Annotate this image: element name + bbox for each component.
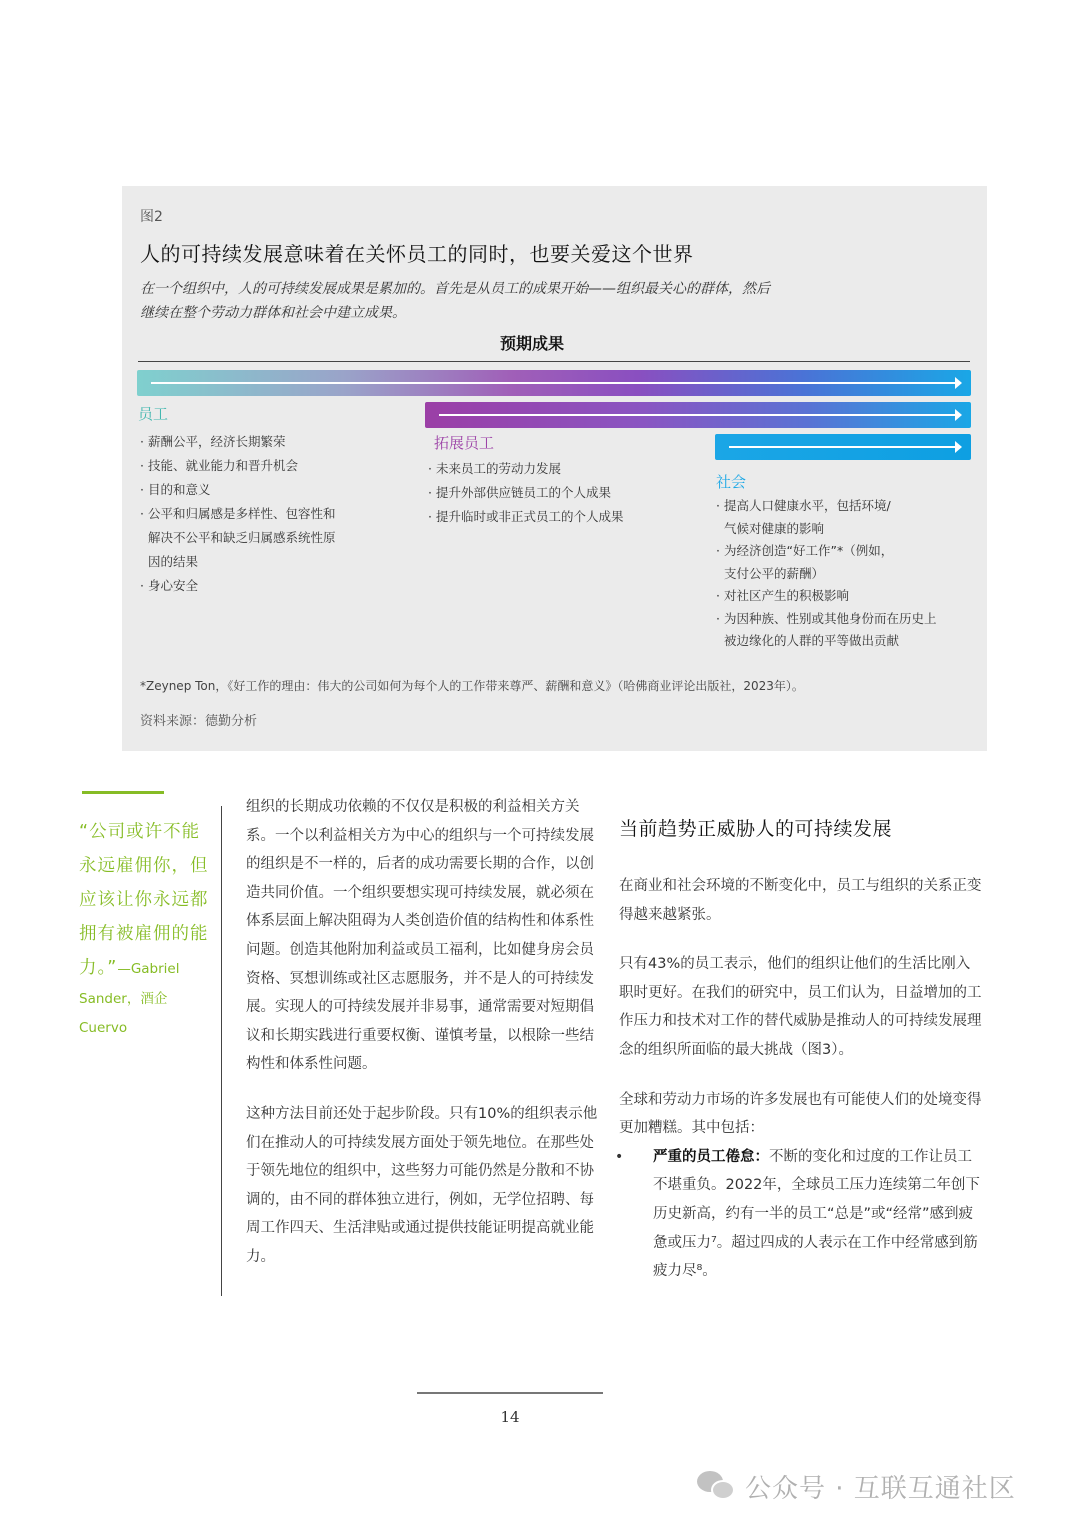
quote-line: 永远雇佣你，但: [79, 856, 209, 876]
figure-divider: [138, 361, 970, 362]
quote-attribution: Sander，酒企: [79, 991, 168, 1007]
quote-accent-line: [82, 791, 164, 794]
figure-subtitle: [140, 277, 900, 325]
figure-subtitle-line: 在一个组织中，人的可持续发展成果是累加的。首先是从员工的成果开始——组织最关心的群体，然后: [140, 281, 770, 297]
column-title-extended: 拓展员工: [434, 434, 495, 452]
list-item: [716, 608, 976, 653]
column-divider: [221, 806, 222, 1296]
body-paragraph: 在商业和社会环境的不断变化中，员工与组织的关系正变得越来越紧张。: [619, 878, 982, 923]
quote-attribution: —Gabriel: [117, 961, 180, 977]
bullet-text: 不断的变化和过度的工作让员工不堪重负。2022年，全球员工压力连续第二年创下历史新高，约有一半的员工“总是”或“经常”感到疲惫或压力⁷。超过四成的人表示在工作中经常感到筋疲力尽⁸。: [653, 1148, 980, 1280]
figure-title: 人的可持续发展意味着在关怀员工的同时，也要关爱这个世界: [140, 242, 694, 266]
body-column-middle: [246, 793, 598, 1293]
column-title-employees: 员工: [138, 405, 169, 423]
quote-line: [79, 951, 217, 985]
outcome-arrow-employees: [137, 370, 971, 396]
body-paragraph: 组织的长期成功依赖的不仅仅是积极的利益相关方关系。一个以利益相关方为中心的组织与一个可持续发展的组织是不一样的，后者的成功需要长期的合作，以创造共同价值。一个组织要想实现可持续发展，就必须在体系层面上解决阻碍为人类创造价值的结构性和体系性问题。创造其他附加利益或员工福利，比如健身房会员资格、冥想训练或社区志愿服务，并不是人的可持续发展。实现人的可持续发展并非易事，通常需要对短期倡议和长期实践进行重要权衡、谨慎考量，以根除一些结构性和体系性问题。: [246, 799, 594, 1073]
page-number: 14: [500, 1408, 520, 1426]
quote-line-end: 力。”: [79, 958, 118, 978]
list-item: · 未来员工的劳动力发展: [428, 457, 688, 481]
figure-footnote: *Zeynep Ton，《好工作的理由：伟大的公司如何为每个人的工作带来尊严、薪酬和意义》（哈佛商业评论出版社，2023年）。: [140, 679, 804, 693]
figure-subtitle-line: 继续在整个劳动力群体和社会中建立成果。: [140, 305, 406, 321]
list-item-line: 提高人口健康水平，包括环境/: [724, 498, 891, 513]
quote-line: 应该让你永远都: [79, 890, 209, 910]
list-item: · 对社区产生的积极影响: [716, 585, 976, 608]
list-item: · 提升外部供应链员工的个人成果: [428, 481, 688, 505]
section-heading: 当前趋势正威胁人的可持续发展: [619, 818, 893, 840]
list-item-line: 气候对健康的影响: [724, 520, 825, 536]
figure-label: 图2: [140, 209, 163, 225]
column-list-employees: [140, 430, 380, 598]
bullet-icon: •: [615, 1148, 624, 1165]
arrow-right-icon: [955, 377, 962, 389]
list-item: [716, 540, 976, 585]
list-item: · 身心安全: [140, 574, 380, 598]
figure-heading: 预期成果: [499, 334, 564, 353]
pull-quote: [79, 815, 217, 1043]
list-item-line: 为经济创造“好工作”*（例如，: [724, 543, 894, 558]
quote-line: 拥有被雇佣的能: [79, 924, 209, 944]
column-list-extended: [428, 457, 688, 529]
outcome-arrow-extended: [425, 402, 971, 428]
body-paragraph: 全球和劳动力市场的许多发展也有可能使人们的处境变得更加糟糕。其中包括：: [619, 1091, 982, 1137]
list-item-line: 被边缘化的人群的平等做出贡献: [724, 633, 900, 648]
list-item: · 提升临时或非正式员工的个人成果: [428, 505, 688, 529]
outcome-arrow-society: [715, 434, 971, 460]
list-item-line: 因的结果: [148, 554, 199, 569]
wechat-icon: [697, 1469, 737, 1503]
list-item: · 技能、就业能力和晋升机会: [140, 454, 380, 478]
arrow-right-icon: [955, 441, 962, 453]
bullet-label: 严重的员工倦怠：: [653, 1148, 769, 1165]
quote-attribution: Cuervo: [79, 1020, 128, 1036]
body-column-right: [615, 814, 984, 1286]
arrow-right-icon: [955, 409, 962, 421]
list-item: · 目的和意义: [140, 478, 380, 502]
bullet-item: [615, 1143, 984, 1286]
list-item-line: 支付公平的薪酬）: [724, 565, 825, 581]
page-number-rule: [417, 1392, 603, 1394]
list-item: [140, 502, 380, 574]
list-item-line: 解决不公平和缺乏归属感系统性原: [148, 530, 336, 545]
watermark: [697, 1466, 1016, 1506]
body-paragraph: 只有43%的员工表示，他们的组织让他们的生活比刚入职时更好。在我们的研究中，员工们认为，日益增加的工作压力和技术对工作的替代威胁是推动人的可持续发展理念的组织所面临的最大挑战（图3）。: [619, 956, 982, 1058]
list-item: [716, 495, 976, 540]
watermark-text: 公众号 · 互联互通社区: [745, 1473, 1016, 1504]
list-item-line: 公平和归属感是多样性、包容性和: [148, 506, 336, 521]
figure-source: 资料来源：德勤分析: [140, 714, 258, 729]
list-item: · 薪酬公平，经济长期繁荣: [140, 430, 380, 454]
column-list-society: [716, 495, 976, 653]
body-paragraph: 这种方法目前还处于起步阶段。只有10%的组织表示他们在推动人的可持续发展方面处于领先地位。在那些处于领先地位的组织中，这些努力可能仍然是分散和不协调的，由不同的群体独立进行，例如，无学位招聘、每周工作四天、生活津贴或通过提供技能证明提高就业能力。: [246, 1105, 598, 1265]
figure-panel: [122, 186, 987, 751]
column-title-society: 社会: [716, 473, 747, 491]
quote-line: “公司或许不能: [79, 822, 201, 842]
list-item-line: 为因种族、性别或其他身份而在历史上: [724, 610, 937, 626]
